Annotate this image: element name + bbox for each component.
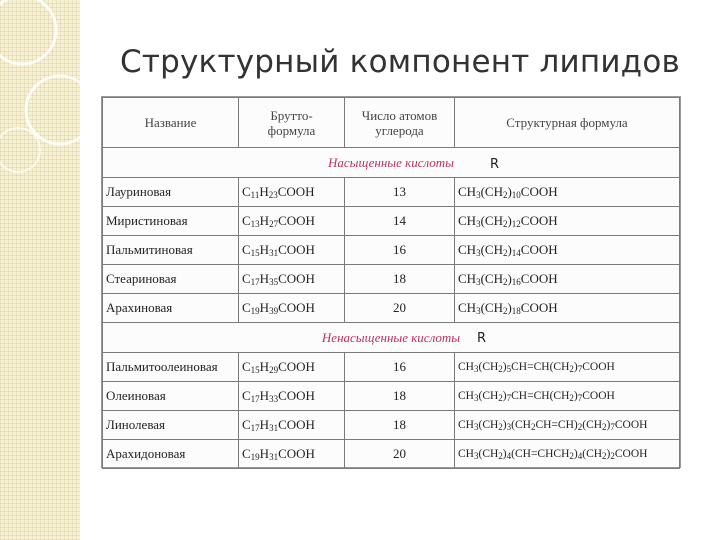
formula-text: COOH bbox=[277, 184, 315, 199]
formula-subscript: 4 bbox=[577, 450, 583, 461]
formula-text: (CH bbox=[480, 242, 503, 257]
formula-text: H bbox=[259, 300, 270, 315]
formula-subscript: 4 bbox=[506, 450, 512, 461]
header-carbon-atoms: Число атомов углерода bbox=[345, 98, 455, 148]
structural-formula-cell bbox=[455, 440, 680, 469]
formula-subscript: 14 bbox=[511, 248, 521, 258]
carbon-count: 14 bbox=[393, 213, 406, 228]
carbon-count: 16 bbox=[393, 242, 406, 257]
formula-text: ) bbox=[573, 447, 578, 460]
formula-text: COOH bbox=[520, 213, 558, 228]
formula-text: (CH bbox=[480, 300, 503, 315]
formula-subscript: 2 bbox=[502, 190, 508, 200]
formula-subscript: 17 bbox=[250, 394, 260, 404]
acid-name-cell bbox=[103, 265, 239, 294]
formula-subscript: 12 bbox=[511, 219, 521, 229]
formula-text: ) bbox=[507, 300, 512, 315]
formula-text: CH bbox=[458, 300, 477, 315]
formula-text: C bbox=[242, 242, 251, 257]
formula-subscript: 3 bbox=[506, 421, 512, 432]
lipid-acids-table-figure bbox=[101, 96, 681, 468]
formula-text: COOH bbox=[520, 300, 558, 315]
structural-formula-cell bbox=[455, 411, 680, 440]
acid-name: Арахиновая bbox=[106, 300, 173, 315]
formula-subscript: 17 bbox=[250, 423, 260, 433]
formula-text: COOH bbox=[582, 389, 615, 402]
acid-name-cell bbox=[103, 411, 239, 440]
formula-text: COOH bbox=[614, 447, 648, 460]
structural-formula-cell bbox=[455, 178, 680, 207]
formula-subscript: 31 bbox=[269, 423, 279, 433]
table-row bbox=[103, 265, 680, 294]
formula-text: C bbox=[242, 417, 251, 432]
formula-text: ) bbox=[573, 360, 578, 373]
gross-formula-cell bbox=[239, 411, 345, 440]
formula-subscript: 3 bbox=[473, 363, 479, 374]
structural-formula-cell bbox=[455, 207, 680, 236]
formula-subscript: 31 bbox=[269, 452, 279, 462]
formula-subscript: 2 bbox=[569, 450, 574, 461]
formula-text: COOH bbox=[278, 213, 315, 228]
formula-text: C bbox=[242, 213, 251, 228]
decorative-side-band bbox=[0, 0, 80, 540]
formula-subscript: 35 bbox=[269, 277, 279, 287]
formula-text: ) bbox=[606, 418, 611, 431]
formula-subscript: 7 bbox=[610, 421, 615, 432]
formula-text: ) bbox=[502, 389, 507, 402]
formula-text: (CH bbox=[511, 418, 531, 431]
formula-subscript: 13 bbox=[250, 219, 260, 229]
formula-subscript: 33 bbox=[269, 394, 279, 404]
carbon-count-cell bbox=[345, 353, 455, 382]
formula-text: C bbox=[242, 446, 251, 461]
formula-text: ) bbox=[507, 184, 512, 199]
formula-text: ) bbox=[502, 447, 507, 460]
formula-subscript: 3 bbox=[473, 392, 479, 403]
gross-formula-cell bbox=[239, 440, 345, 469]
formula-subscript: 17 bbox=[250, 277, 260, 287]
formula-text: C bbox=[242, 184, 251, 199]
structural-formula-cell bbox=[455, 294, 680, 323]
formula-subscript: 3 bbox=[473, 450, 479, 461]
acid-name-cell bbox=[103, 440, 239, 469]
formula-text: COOH bbox=[278, 300, 315, 315]
acid-name: Арахидоновая bbox=[106, 446, 186, 461]
acid-name: Пальмитоолеиновая bbox=[106, 359, 218, 374]
formula-subscript: 15 bbox=[250, 365, 260, 375]
structural-formula-cell bbox=[455, 382, 680, 411]
formula-text: COOH bbox=[614, 418, 648, 431]
structural-formula-cell bbox=[455, 236, 680, 265]
gross-formula-cell bbox=[239, 294, 345, 323]
formula-subscript: 2 bbox=[602, 450, 607, 461]
formula-subscript: 7 bbox=[577, 392, 583, 403]
formula-text: CH bbox=[458, 242, 477, 257]
formula-subscript: 2 bbox=[569, 392, 574, 403]
gross-formula-cell bbox=[239, 207, 345, 236]
decorative-circles-graphic bbox=[0, 0, 80, 540]
section-header-row bbox=[103, 148, 680, 178]
table-row bbox=[103, 353, 680, 382]
formula-text: H bbox=[259, 271, 270, 286]
formula-subscript: 3 bbox=[473, 421, 479, 432]
carbon-count-cell bbox=[345, 294, 455, 323]
acid-name: Линолевая bbox=[106, 417, 166, 432]
formula-text: COOH bbox=[582, 360, 615, 373]
formula-text: CH bbox=[458, 360, 474, 373]
lipid-acids-table bbox=[102, 97, 680, 469]
acid-name-cell bbox=[103, 178, 239, 207]
formula-text: COOH bbox=[520, 242, 558, 257]
gross-formula-cell bbox=[239, 353, 345, 382]
table-header-row bbox=[103, 98, 680, 148]
formula-text: (CH bbox=[480, 271, 503, 286]
carbon-count-cell bbox=[345, 382, 455, 411]
slide-title: Структурный компонент липидов bbox=[120, 44, 680, 80]
formula-subscript: 39 bbox=[269, 306, 279, 316]
carbon-count-cell bbox=[345, 265, 455, 294]
gross-formula-cell bbox=[239, 265, 345, 294]
formula-subscript: 23 bbox=[268, 190, 278, 200]
formula-subscript: 2 bbox=[569, 363, 574, 374]
carbon-count-cell bbox=[345, 236, 455, 265]
gross-formula-cell bbox=[239, 382, 345, 411]
carbon-count-cell bbox=[345, 207, 455, 236]
formula-text: (CH bbox=[478, 389, 499, 402]
formula-text: COOH bbox=[278, 417, 315, 432]
acid-name: Олеиновая bbox=[106, 388, 166, 403]
header-gross-formula: Брутто- формула bbox=[239, 98, 345, 148]
formula-text: ) bbox=[502, 360, 507, 373]
acid-name-cell bbox=[103, 353, 239, 382]
formula-text: CH=CH(CH bbox=[511, 389, 570, 402]
formula-text: C bbox=[242, 359, 251, 374]
section-label: Ненасыщенные кислоты bbox=[321, 329, 461, 345]
formula-subscript: 10 bbox=[511, 190, 521, 200]
acid-name: Пальмитиновая bbox=[106, 242, 193, 257]
header-name: Название bbox=[103, 98, 239, 148]
formula-text: (CH bbox=[478, 360, 499, 373]
formula-text: ) bbox=[507, 271, 512, 286]
formula-text: COOH bbox=[278, 446, 315, 461]
gross-formula-cell bbox=[239, 178, 345, 207]
formula-text: (CH bbox=[582, 447, 603, 460]
formula-text: H bbox=[259, 359, 270, 374]
carbon-count-cell bbox=[345, 178, 455, 207]
formula-text: ) bbox=[507, 242, 512, 257]
gross-formula-cell bbox=[239, 236, 345, 265]
formula-text: H bbox=[259, 184, 269, 199]
table-row bbox=[103, 294, 680, 323]
formula-subscript: 2 bbox=[502, 277, 508, 287]
section-label-cell bbox=[103, 148, 680, 178]
formula-text: (CH bbox=[480, 213, 503, 228]
formula-text: ) bbox=[606, 447, 611, 460]
formula-subscript: 3 bbox=[476, 306, 481, 316]
formula-subscript: 2 bbox=[502, 248, 508, 258]
formula-text: CH bbox=[458, 447, 474, 460]
formula-subscript: 5 bbox=[506, 363, 512, 374]
formula-text: CH bbox=[458, 418, 474, 431]
formula-text: ) bbox=[507, 213, 512, 228]
formula-subscript: 3 bbox=[476, 248, 481, 258]
header-structural-formula: Структурная формула bbox=[455, 98, 680, 148]
formula-subscript: 2 bbox=[602, 421, 607, 432]
table-row bbox=[103, 178, 680, 207]
section-marker: R bbox=[477, 331, 487, 346]
formula-subscript: 11 bbox=[250, 190, 260, 200]
formula-text: COOH bbox=[278, 271, 315, 286]
formula-subscript: 18 bbox=[511, 306, 521, 316]
formula-subscript: 3 bbox=[476, 190, 481, 200]
formula-text: COOH bbox=[278, 388, 315, 403]
formula-text: (CH bbox=[582, 418, 603, 431]
acid-name: Стеариновая bbox=[106, 271, 177, 286]
carbon-count: 20 bbox=[393, 300, 406, 315]
formula-text: C bbox=[242, 388, 251, 403]
formula-text: C bbox=[242, 300, 251, 315]
table-row bbox=[103, 207, 680, 236]
formula-text: CH bbox=[458, 271, 477, 286]
acid-name: Лауриновая bbox=[106, 184, 172, 199]
formula-text: CH bbox=[458, 389, 474, 402]
formula-subscript: 16 bbox=[511, 277, 521, 287]
formula-text: ) bbox=[573, 389, 578, 402]
formula-subscript: 2 bbox=[610, 450, 615, 461]
formula-text: COOH bbox=[520, 184, 558, 199]
formula-subscript: 2 bbox=[498, 392, 503, 403]
formula-text: CH=CH(CH bbox=[511, 360, 570, 373]
section-marker: R bbox=[490, 157, 500, 172]
formula-subscript: 27 bbox=[269, 219, 279, 229]
carbon-count: 18 bbox=[393, 388, 406, 403]
formula-subscript: 19 bbox=[250, 306, 260, 316]
acid-name-cell bbox=[103, 207, 239, 236]
formula-subscript: 2 bbox=[502, 219, 508, 229]
carbon-count-cell bbox=[345, 411, 455, 440]
formula-subscript: 2 bbox=[502, 306, 508, 316]
formula-subscript: 3 bbox=[476, 277, 481, 287]
table-row bbox=[103, 411, 680, 440]
carbon-count-cell bbox=[345, 440, 455, 469]
acid-name-cell bbox=[103, 236, 239, 265]
formula-subscript: 19 bbox=[250, 452, 260, 462]
formula-text: (CH bbox=[478, 447, 499, 460]
formula-subscript: 15 bbox=[250, 248, 260, 258]
formula-subscript: 2 bbox=[530, 421, 536, 432]
formula-text: H bbox=[259, 417, 270, 432]
table-row bbox=[103, 382, 680, 411]
section-label-cell bbox=[103, 323, 680, 353]
formula-subscript: 2 bbox=[577, 421, 583, 432]
formula-text: (CH bbox=[478, 418, 499, 431]
formula-text: H bbox=[259, 213, 270, 228]
formula-subscript: 31 bbox=[269, 248, 279, 258]
table-row bbox=[103, 236, 680, 265]
formula-text: COOH bbox=[278, 359, 315, 374]
formula-text: COOH bbox=[520, 271, 558, 286]
formula-subscript: 2 bbox=[498, 421, 503, 432]
formula-text: H bbox=[259, 388, 270, 403]
acid-name: Миристиновая bbox=[106, 213, 188, 228]
acid-name-cell bbox=[103, 294, 239, 323]
structural-formula-cell bbox=[455, 353, 680, 382]
formula-text: CH bbox=[458, 184, 477, 199]
formula-text: (CH=CHCH bbox=[511, 447, 570, 460]
section-label: Насыщенные кислоты bbox=[328, 154, 454, 170]
carbon-count: 20 bbox=[393, 446, 406, 461]
formula-subscript: 3 bbox=[476, 219, 481, 229]
formula-text: CH bbox=[458, 213, 477, 228]
formula-text: CH=CH) bbox=[535, 418, 578, 431]
formula-text: H bbox=[259, 242, 270, 257]
formula-text: COOH bbox=[278, 242, 315, 257]
table-row bbox=[103, 440, 680, 469]
formula-text: C bbox=[242, 271, 251, 286]
formula-subscript: 7 bbox=[577, 363, 583, 374]
formula-text: H bbox=[259, 446, 270, 461]
carbon-count: 18 bbox=[393, 417, 406, 432]
formula-subscript: 7 bbox=[506, 392, 512, 403]
section-header-row bbox=[103, 323, 680, 353]
carbon-count: 16 bbox=[393, 359, 406, 374]
formula-subscript: 29 bbox=[269, 365, 279, 375]
formula-text: ) bbox=[502, 418, 507, 431]
carbon-count: 18 bbox=[393, 271, 406, 286]
formula-subscript: 2 bbox=[498, 363, 503, 374]
formula-text: (CH bbox=[480, 184, 503, 199]
structural-formula-cell bbox=[455, 265, 680, 294]
carbon-count: 13 bbox=[393, 184, 406, 199]
acid-name-cell bbox=[103, 382, 239, 411]
formula-subscript: 2 bbox=[498, 450, 503, 461]
